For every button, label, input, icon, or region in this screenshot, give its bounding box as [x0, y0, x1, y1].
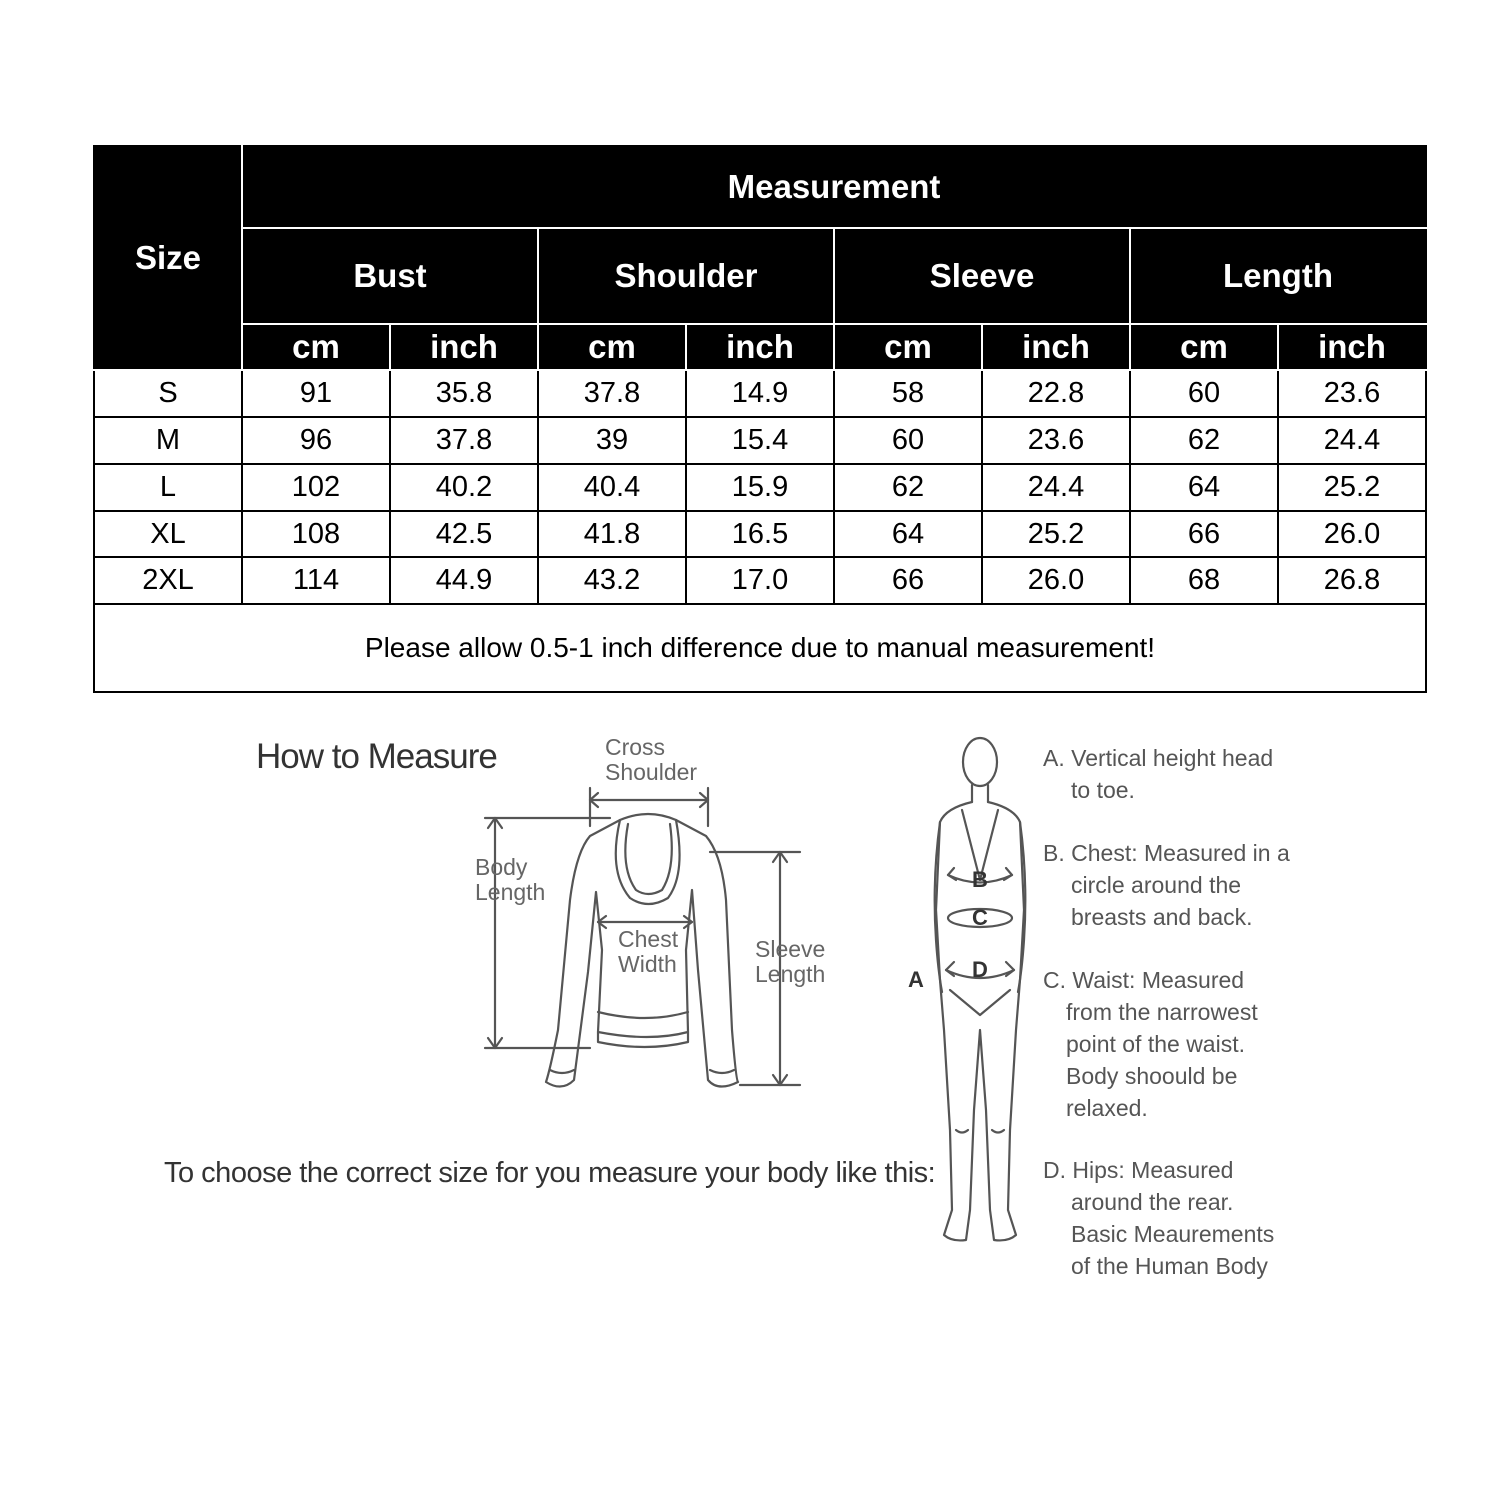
value-cell: 42.5	[390, 511, 538, 558]
value-cell: 26.8	[1278, 557, 1426, 604]
figure-label-a: A	[908, 967, 924, 992]
unit-header: inch	[1278, 324, 1426, 370]
value-cell: 23.6	[1278, 370, 1426, 417]
value-cell: 40.4	[538, 464, 686, 511]
value-cell: 114	[242, 557, 390, 604]
size-cell: M	[94, 417, 242, 464]
figure-label-c: C	[972, 905, 988, 930]
unit-header: cm	[834, 324, 982, 370]
value-cell: 14.9	[686, 370, 834, 417]
value-cell: 40.2	[390, 464, 538, 511]
legend-c: C. Waist: Measured from the narrowest point of the waist. Body shoould be relaxed.	[1043, 967, 1258, 1121]
table-row	[94, 370, 1426, 417]
value-cell: 15.4	[686, 417, 834, 464]
figure-label-d: D	[972, 957, 988, 982]
unit-header: inch	[686, 324, 834, 370]
unit-header: cm	[538, 324, 686, 370]
value-cell: 108	[242, 511, 390, 558]
cross-shoulder-label: Cross Shoulder	[605, 734, 698, 785]
size-cell: 2XL	[94, 557, 242, 604]
legend-a: A. Vertical height head to toe.	[1043, 745, 1274, 803]
choose-size-instruction: To choose the correct size for you measure your body like this:	[164, 1157, 936, 1189]
value-cell: 58	[834, 370, 982, 417]
body-figure-illustration	[900, 730, 1030, 1255]
table-row	[94, 464, 1426, 511]
unit-header: inch	[390, 324, 538, 370]
value-cell: 62	[834, 464, 982, 511]
unit-header: cm	[1130, 324, 1278, 370]
value-cell: 16.5	[686, 511, 834, 558]
value-cell: 22.8	[982, 370, 1130, 417]
unit-header: inch	[982, 324, 1130, 370]
figure-label-b: B	[972, 867, 988, 892]
length-header: Length	[1130, 228, 1426, 324]
chest-width-label: Chest Width	[618, 926, 679, 977]
value-cell: 96	[242, 417, 390, 464]
size-cell: L	[94, 464, 242, 511]
value-cell: 91	[242, 370, 390, 417]
value-cell: 35.8	[390, 370, 538, 417]
value-cell: 60	[834, 417, 982, 464]
value-cell: 41.8	[538, 511, 686, 558]
size-header: Size	[94, 146, 242, 370]
value-cell: 44.9	[390, 557, 538, 604]
value-cell: 26.0	[982, 557, 1130, 604]
value-cell: 66	[1130, 511, 1278, 558]
value-cell: 102	[242, 464, 390, 511]
value-cell: 64	[1130, 464, 1278, 511]
value-cell: 62	[1130, 417, 1278, 464]
table-row	[94, 557, 1426, 604]
value-cell: 15.9	[686, 464, 834, 511]
size-chart-table	[93, 145, 1427, 693]
value-cell: 64	[834, 511, 982, 558]
value-cell: 39	[538, 417, 686, 464]
value-cell: 37.8	[538, 370, 686, 417]
how-to-measure-title: How to Measure	[256, 737, 497, 776]
measurement-header: Measurement	[242, 146, 1426, 228]
value-cell: 24.4	[982, 464, 1130, 511]
size-cell: S	[94, 370, 242, 417]
measurement-note: Please allow 0.5-1 inch difference due to manual measurement!	[94, 604, 1426, 692]
value-cell: 43.2	[538, 557, 686, 604]
value-cell: 66	[834, 557, 982, 604]
value-cell: 68	[1130, 557, 1278, 604]
value-cell: 26.0	[1278, 511, 1426, 558]
value-cell: 24.4	[1278, 417, 1426, 464]
value-cell: 17.0	[686, 557, 834, 604]
value-cell: 25.2	[982, 511, 1130, 558]
sleeve-length-label: Sleeve Length	[755, 936, 826, 987]
size-cell: XL	[94, 511, 242, 558]
value-cell: 23.6	[982, 417, 1130, 464]
note-row	[94, 604, 1426, 692]
value-cell: 60	[1130, 370, 1278, 417]
table-row	[94, 417, 1426, 464]
unit-header: cm	[242, 324, 390, 370]
shoulder-header: Shoulder	[538, 228, 834, 324]
value-cell: 37.8	[390, 417, 538, 464]
body-length-label: Body Length	[475, 854, 546, 905]
legend-d: D. Hips: Measured around the rear. Basic Meaurements of the Human Body	[1043, 1157, 1275, 1279]
legend-b: B. Chest: Measured in a circle around the breasts and back.	[1043, 840, 1290, 930]
sleeve-header: Sleeve	[834, 228, 1130, 324]
value-cell: 25.2	[1278, 464, 1426, 511]
bust-header: Bust	[242, 228, 538, 324]
table-row	[94, 511, 1426, 558]
